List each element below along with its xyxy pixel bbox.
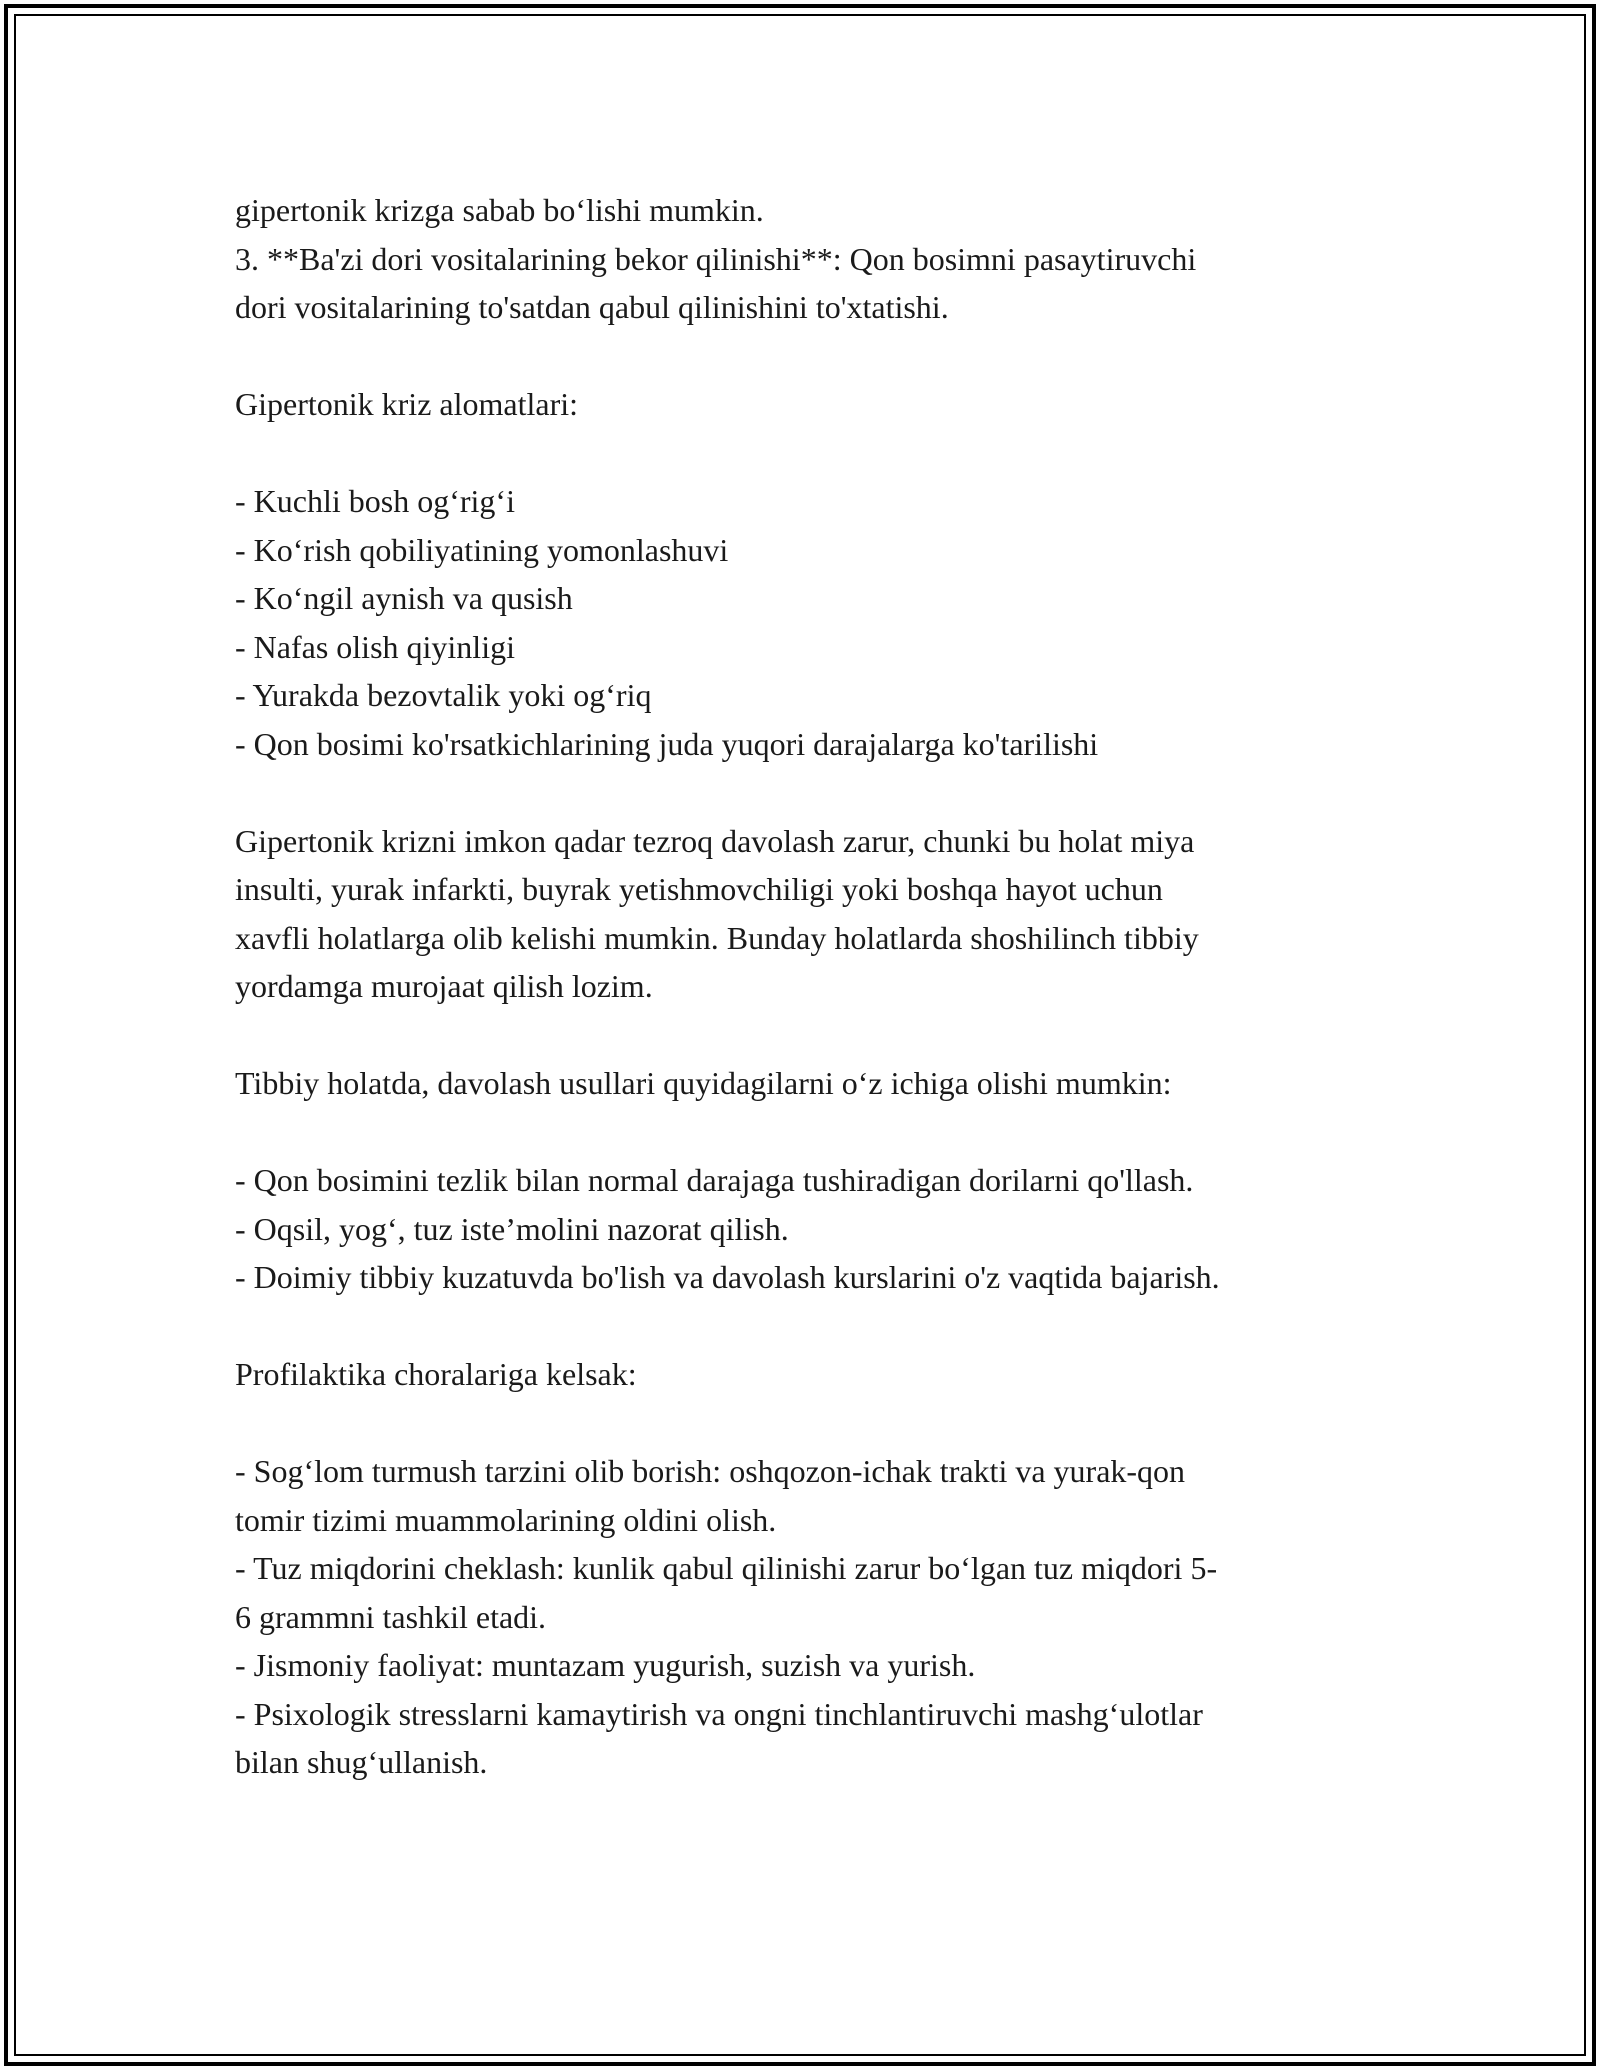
text-line: Gipertonik krizni imkon qadar tezroq davolash zarur, chunki bu holat miya	[235, 822, 1195, 859]
list-item: - Koʻngil aynish va qusish	[235, 580, 573, 616]
list-item: - Doimiy tibbiy kuzatuvda bo'lish va davolash kurslarini o'z vaqtida bajarish.	[235, 1259, 1220, 1295]
list-item: - Koʻrish qobiliyatining yomonlashuvi	[235, 531, 729, 568]
list-item: - Jismoniy faoliyat: muntazam yugurish, suzish va yurish.	[235, 1647, 976, 1683]
blank-line	[235, 1108, 1385, 1157]
text-line: dori vositalarining to'satdan qabul qilinishini to'xtatishi.	[235, 289, 949, 325]
list-item: - Kuchli bosh ogʻrigʻi	[235, 483, 515, 519]
list-item: - Tuz miqdorini cheklash: kunlik qabul qilinishi zarur boʻlgan tuz miqdori 5-	[235, 1550, 1218, 1586]
blank-line	[235, 1302, 1385, 1351]
text-line: gipertonik krizga sabab boʻlishi mumkin.	[235, 192, 764, 228]
list-item: - Qon bosimini tezlik bilan normal darajaga tushiradigan dorilarni qo'llash.	[235, 1162, 1194, 1198]
text-line: insulti, yurak infarkti, buyrak yetishmovchiligi yoki boshqa hayot uchun	[235, 871, 1163, 907]
section-heading: Gipertonik kriz alomatlari:	[235, 386, 578, 422]
list-item: - Qon bosimi ko'rsatkichlarining juda yuqori darajalarga ko'tarilishi	[235, 725, 1099, 762]
blank-line	[235, 332, 1385, 381]
section-heading: Tibbiy holatda, davolash usullari quyidagilarni oʻz ichiga olishi mumkin:	[235, 1065, 1172, 1101]
text-line: xavfli holatlarga olib kelishi mumkin. Bunday holatlarda shoshilinch tibbiy	[235, 919, 1199, 956]
blank-line	[235, 768, 1385, 817]
text-line: bilan shugʻullanish.	[235, 1744, 488, 1780]
document-body	[235, 186, 1385, 1787]
text-line: yordamga murojaat qilish lozim.	[235, 968, 653, 1004]
text-line: 6 grammni tashkil etadi.	[235, 1598, 547, 1635]
blank-line	[235, 1399, 1385, 1448]
section-heading: Profilaktika choralariga kelsak:	[235, 1356, 637, 1392]
blank-line	[235, 429, 1385, 478]
text-line: tomir tizimi muammolarining oldini olish.	[235, 1501, 777, 1538]
list-item: - Yurakda bezovtalik yoki ogʻriq	[235, 677, 652, 713]
list-item: - Sogʻlom turmush tarzini olib borish: oshqozon-ichak trakti va yurak-qon	[235, 1453, 1186, 1489]
list-item: - Psixologik stresslarni kamaytirish va ongni tinchlantiruvchi mashgʻulotlar	[235, 1695, 1203, 1732]
list-item: - Nafas olish qiyinligi	[235, 628, 515, 665]
text-line: 3. **Ba'zi dori vositalarining bekor qilinishi**: Qon bosimni pasaytiruvchi	[235, 240, 1197, 277]
list-item: - Oqsil, yogʻ, tuz isteʼmolini nazorat qilish.	[235, 1210, 789, 1247]
blank-line	[235, 1011, 1385, 1060]
